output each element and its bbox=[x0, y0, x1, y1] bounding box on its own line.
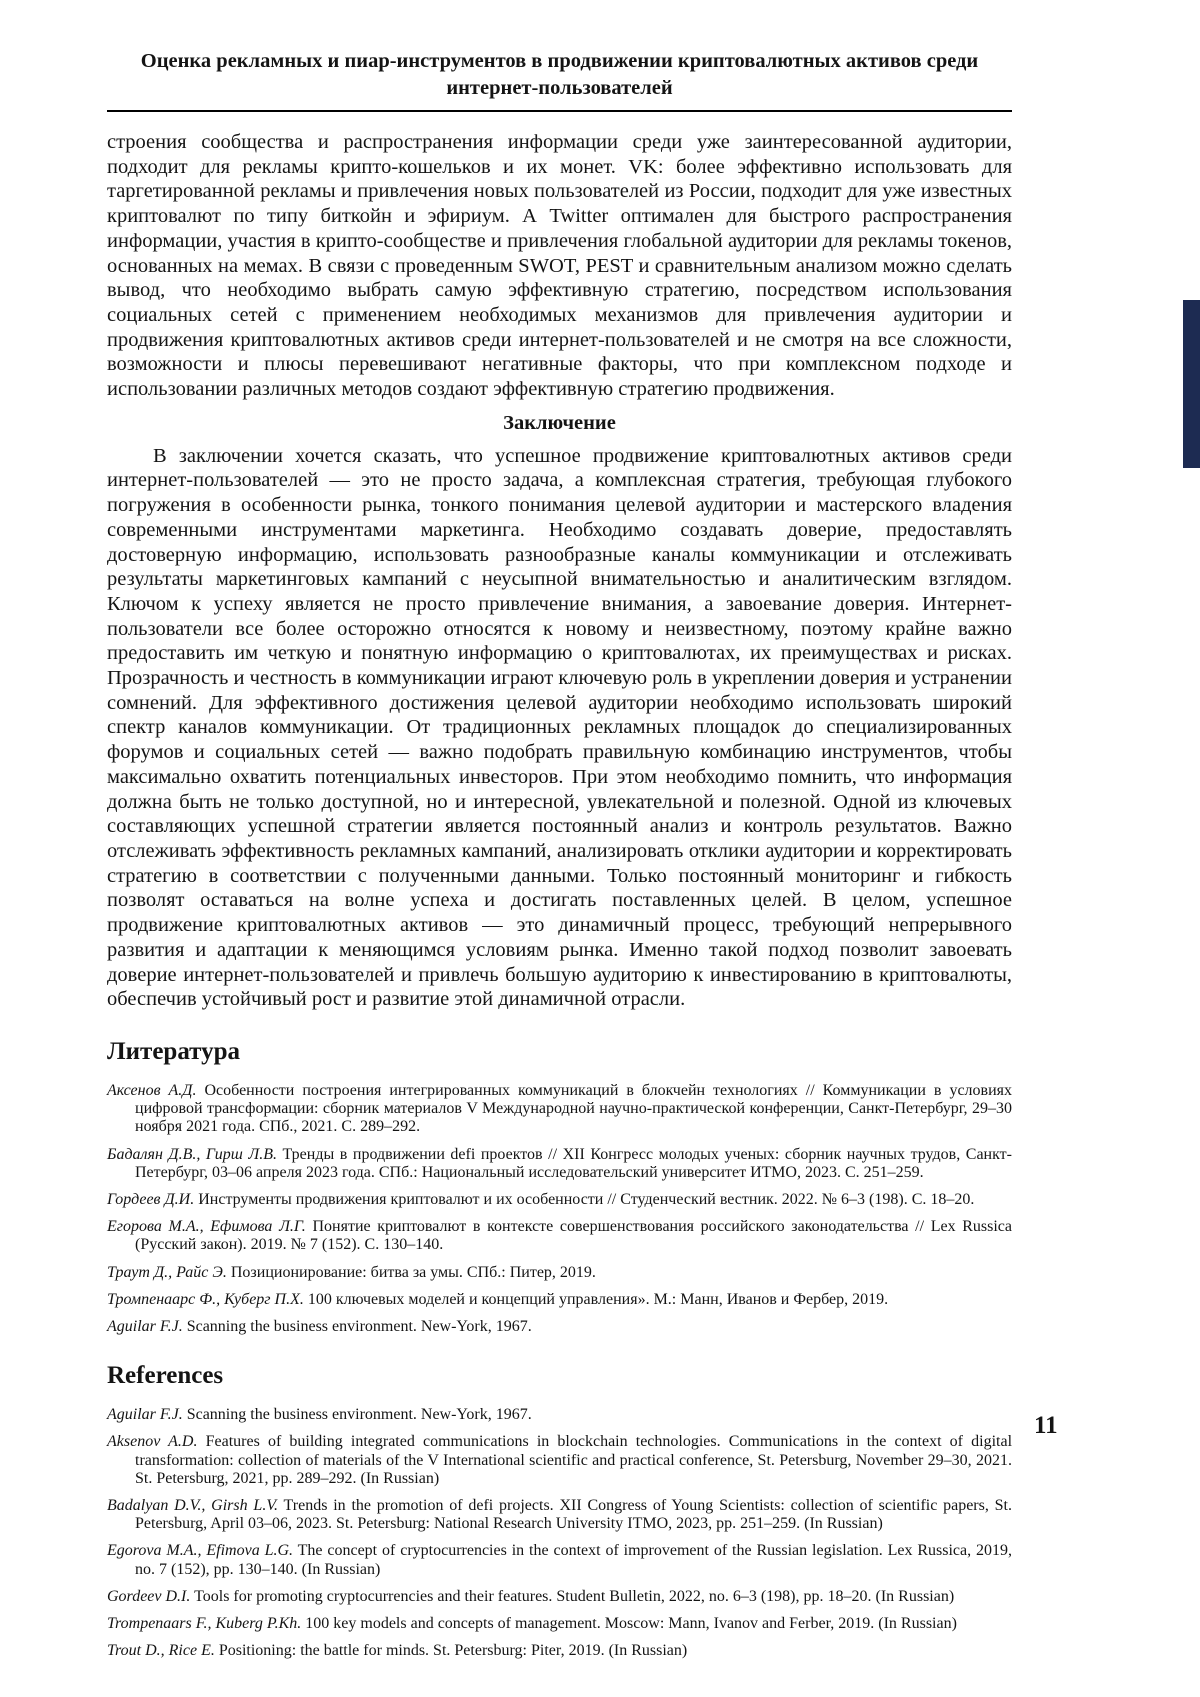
reference-authors: Аксенов А.Д. bbox=[107, 1081, 197, 1099]
reference-item bbox=[107, 1264, 1012, 1282]
reference-item bbox=[107, 1588, 1012, 1606]
running-title: Оценка рекламных и пиар-инструментов в продвижении криптовалютных активов среди интернет-пользователей bbox=[140, 50, 979, 99]
reference-item bbox=[107, 1146, 1012, 1182]
conclusion-heading: Заключение bbox=[503, 411, 616, 434]
references-heading: References bbox=[107, 1362, 224, 1390]
reference-item bbox=[107, 1542, 1012, 1578]
reference-text: Positioning: the battle for minds. St. Petersburg: Piter, 2019. (In Russian) bbox=[218, 1642, 688, 1660]
reference-authors: Gordeev D.I. bbox=[107, 1587, 191, 1605]
page-number: 11 bbox=[1034, 1412, 1058, 1439]
reference-text: Особенности построения интегрированных коммуникаций в блокчейн технологиях // Коммуникации в условиях цифровой трансформации: сборник материалов V Международной научно-практической конференции, Санкт-Петербург, 29–30 ноября 2021 года. СПб., 2021. С. 289–292. bbox=[135, 1081, 1013, 1136]
reference-authors: Aguilar F.J. bbox=[107, 1317, 183, 1335]
literature-list bbox=[107, 1082, 1012, 1336]
reference-text: Features of building integrated communications in blockchain technologies. Communications in the context of digital transformation: collection of materials of the V International scientific and practical conference, St. Petersburg, November 29–30, 2021. St. Petersburg, 2021, pp. 289–292. (In Russian) bbox=[135, 1433, 1013, 1487]
reference-authors: Траут Д., Райс Э. bbox=[107, 1263, 227, 1281]
reference-text: Инструменты продвижения криптовалют и их особенности // Студенческий вестник. 2022. № 6–3 (198). С. 18–20. bbox=[198, 1190, 975, 1208]
reference-item bbox=[107, 1433, 1012, 1488]
references-list bbox=[107, 1406, 1012, 1660]
reference-authors: Гордеев Д.И. bbox=[107, 1190, 195, 1208]
reference-text: Trends in the promotion of defi projects. XII Congress of Young Scientists: collection of scientific papers, St. Petersburg, April 03–06, 2023. St. Petersburg: National Research University ITMO, 2023, pp. 251–259. (In Russian) bbox=[135, 1496, 1012, 1533]
reference-authors: Aguilar F.J. bbox=[107, 1406, 183, 1424]
reference-authors: Trompenaars F., Kuberg P.Kh. bbox=[107, 1614, 302, 1632]
reference-authors: Егорова М.А., Ефимова Л.Г. bbox=[107, 1218, 306, 1236]
reference-authors: Egorova M.A., Efimova L.G. bbox=[107, 1542, 294, 1560]
reference-text: Тренды в продвижении defi проектов // XII Конгресс молодых ученых: сборник научных трудов, Санкт-Петербург, 03–06 апреля 2023 года. СПб.: Национальный исследовательский университет ИТМО, 2023. С. 251–259. bbox=[135, 1145, 1012, 1181]
reference-item bbox=[107, 1497, 1012, 1533]
page-content bbox=[107, 48, 1012, 1669]
reference-item bbox=[107, 1615, 1012, 1633]
reference-authors: Тромпенаарс Ф., Куберг П.Х. bbox=[107, 1290, 304, 1308]
reference-text: 100 key models and concepts of management. Moscow: Mann, Ivanov and Ferber, 2019. (In Russian) bbox=[305, 1614, 957, 1632]
edge-tab-marker bbox=[1183, 300, 1200, 468]
reference-item bbox=[107, 1291, 1012, 1309]
literature-heading: Литература bbox=[107, 1037, 241, 1065]
reference-text: Tools for promoting cryptocurrencies and their features. Student Bulletin, 2022, no. 6–3 (198), pp. 18–20. (In Russian) bbox=[194, 1587, 955, 1605]
reference-item bbox=[107, 1218, 1012, 1254]
reference-item bbox=[107, 1191, 1012, 1209]
reference-item bbox=[107, 1642, 1012, 1660]
intro-paragraph: строения сообщества и распространения информации среди уже заинтересованной аудитории, подходит для рекламы крипто-кошельков и их монет. VK: более эффективно использовать для таргетированной рекламы и привлечения новых пользователей из России, подходит для уже известных криптовалют по типу биткойн и эфириум. А Twitter оптимален для быстрого распространения информации, участия в крипто-сообществе и привлечения глобальной аудитории для рекламы токенов, основанных на мемах. В связи с проведенным SWOT, PEST и сравнительным анализом можно сделать вывод, что необходимо выбрать самую эффективную стратегию, посредством использования социальных сетей с применением необходимых механизмов для привлечения аудитории и продвижения криптовалютных активов среди интернет-пользователей и не смотря на все сложности, возможности и плюсы перевешивают негативные факторы, что при комплексном подходе и использовании различных методов создают эффективную стратегию продвижения. bbox=[107, 131, 1012, 401]
reference-authors: Бадалян Д.В., Гирш Л.В. bbox=[107, 1145, 277, 1163]
reference-authors: Trout D., Rice E. bbox=[107, 1642, 215, 1660]
header-divider bbox=[107, 110, 1012, 112]
reference-item bbox=[107, 1406, 1012, 1424]
reference-text: 100 ключевых моделей и концепций управления». М.: Манн, Иванов и Фербер, 2019. bbox=[307, 1290, 889, 1308]
reference-text: The concept of cryptocurrencies in the context of improvement of the Russian legislation. Lex Russica, 2019, no. 7 (152), pp. 130–140. (In Russian) bbox=[135, 1542, 1012, 1578]
reference-text: Scanning the business environment. New-York, 1967. bbox=[186, 1317, 532, 1335]
reference-item bbox=[107, 1318, 1012, 1336]
reference-authors: Aksenov A.D. bbox=[107, 1433, 198, 1451]
reference-text: Понятие криптовалют в контексте совершенствования российского законодательства // Lex Russica (Русский закон). 2019. № 7 (152). С. 130–140. bbox=[135, 1218, 1012, 1254]
conclusion-paragraph: В заключении хочется сказать, что успешное продвижение криптовалютных активов среди интернет-пользователей — это не просто задача, а комплексная стратегия, требующая глубокого погружения в особенности рынка, тонкого понимания целевой аудитории и мастерского владения современными инструментами маркетинга. Необходимо создавать доверие, предоставлять достоверную информацию, использовать разнообразные каналы коммуникации и отслеживать результаты маркетинговых кампаний с неусыпной внимательностью и аналитическим взглядом. Ключом к успеху является не просто привлечение внимания, а завоевание доверия. Интернет-пользователи все более осторожно относятся к новому и неизвестному, поэтому крайне важно предоставить им четкую и понятную информацию о криптовалютах, их преимуществах и рисках. Прозрачность и честность в коммуникации играют ключевую роль в укреплении доверия и устранении сомнений. Для эффективного достижения целевой аудитории необходимо использовать широкий спектр каналов коммуникации. От традиционных рекламных площадок до специализированных форумов и социальных сетей — важно подобрать правильную комбинацию инструментов, чтобы максимально охватить потенциальных инвесторов. При этом необходимо помнить, что информация должна быть не только доступной, но и интересной, увлекательной и полезной. Одной из ключевых составляющих успешной стратегии является постоянный анализ и контроль результатов. Важно отслеживать эффективность рекламных кампаний, анализировать отклики аудитории и корректировать стратегию в соответствии с полученными данными. Только постоянный мониторинг и гибкость позволят оставаться на волне успеха и достигать поставленных целей. В целом, успешное продвижение криптовалютных активов — это динамичный процесс, требующий непрерывного развития и адаптации к меняющимся условиям рынка. Именно такой подход позволит завоевать доверие интернет-пользователей и привлечь большую аудиторию к инвестированию в криптовалюты, обеспечив устойчивый рост и развитие этой динамичной отрасли. bbox=[107, 444, 1012, 1011]
reference-authors: Badalyan D.V., Girsh L.V. bbox=[107, 1496, 279, 1514]
reference-text: Позиционирование: битва за умы. СПб.: Питер, 2019. bbox=[230, 1263, 596, 1281]
reference-item bbox=[107, 1082, 1012, 1137]
reference-text: Scanning the business environment. New-York, 1967. bbox=[186, 1406, 532, 1424]
